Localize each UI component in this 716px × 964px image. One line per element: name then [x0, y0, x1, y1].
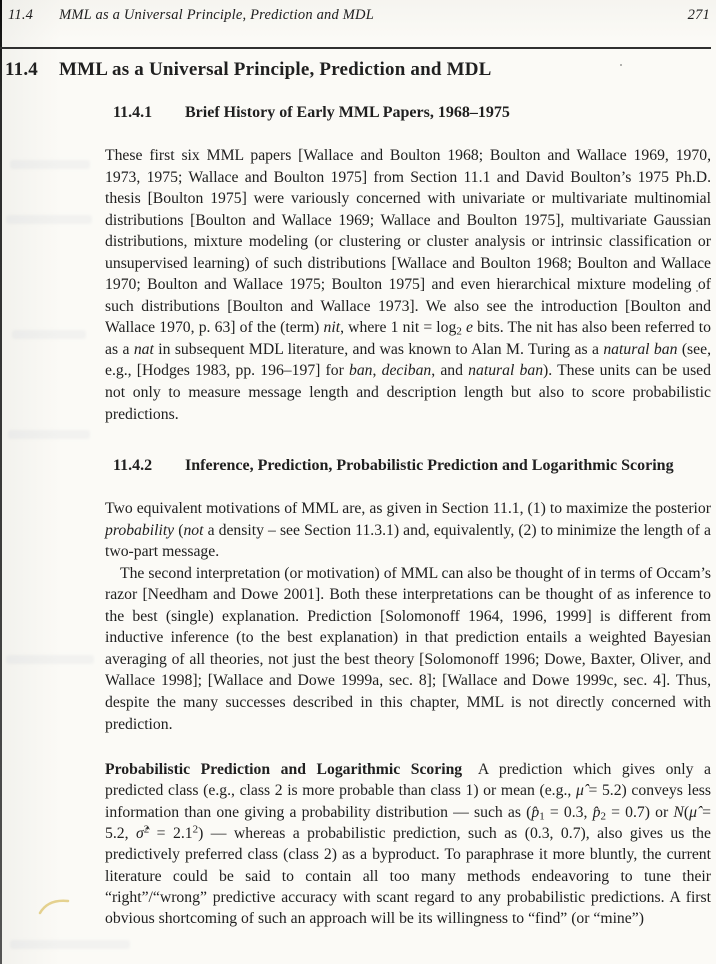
scan-edge-artifact — [0, 0, 2, 964]
subsection-heading-history — [105, 101, 711, 124]
bleed-through-artifact — [8, 430, 90, 439]
running-header-section-number: 11.4 — [8, 7, 34, 23]
paragraph-history: These first six MML papers [Wallace and Boulton 1968; Boulton and Wallace 1969, 1970, 1973, 1975; Wallace and Boulton 1975] from Section 11.1 and David Boulton’s 1975 Ph.D. thesis [Boulton 1975] were variously concerned with univariate or multivariate multinomial distributions [Boulton and Wallace 1969; Wallace and Boulton 1975], multivariate Gaussian distributions, mixture modeling (or clustering or cluster analysis or intrinsic classification or unsupervised learning) of such distributions [Wallace and Boulton 1968; Boulton and Wallace 1970; Boulton and Wallace 1975; Boulton 1975] and even hierarchical mixture modeling of such distributions [Boulton and Wallace 1973]. We also see the introduction [Boulton and Wallace 1970, p. 63] of the (term) nit, where 1 nit = $\log_2 e$ bits. The nit has also been referred to as a nat in subsequent MDL literature, and was known to Alan M. Turing as a natural ban (see, e.g., [Hodges 1983, pp. 196–197] for ban, deciban, and natural ban). These units can be used not only to measure message length and description length but also to score probabilistic predictions. — [105, 147, 712, 423]
bleed-through-artifact — [12, 330, 86, 339]
page-number: 271 — [687, 7, 710, 23]
subsection-heading-inference — [105, 454, 711, 477]
paragraph-motivations: Two equivalent motivations of MML are, as given in Section 11.1, (1) to maximize the posterior probability (not a density – see Section 11.3.1) and, equivalently, (2) to minimize the length of a two-part message. — [105, 500, 711, 561]
subsection-title: Inference, Prediction, Probabilistic Prediction and Logarithmic Scoring — [185, 457, 674, 475]
subsection-number: 11.4.1 — [113, 104, 153, 121]
subsection-title: Brief History of Early MML Papers, 1968–1975 — [185, 104, 510, 121]
bleed-through-artifact — [10, 160, 90, 169]
bleed-through-artifact — [6, 655, 94, 664]
bleed-through-artifact — [10, 940, 130, 949]
yellow-pen-mark — [38, 893, 72, 919]
running-header-title: MML as a Universal Principle, Prediction and MDL — [59, 7, 374, 23]
paragraph-probabilistic-prediction: Probabilistic Prediction and Logarithmic Scoring A prediction which gives only a predicted class (e.g., class 2 is more probable than class 1) or mean (e.g., μ̂ = 5.2) conveys less information than one giving a probability distribution — such as ($p̂_1 = 0.3$, $p̂_2 = 0.7$) or N(μ̂ = 5.2, σ̂$^2$ = $2.1^2$) — whereas a probabilistic prediction, such as (0.3, 0.7), also gives us the predictively preferred class (class 2) as a byproduct. To paraphrase it more bluntly, the current literature could be said to contain all too many methods endeavoring to tune their “right”/“wrong” predictive accuracy with scant regard to any probabilistic predictions. A first obvious shortcoming of such an approach will be its willingness to “find” (or “mine”) — [105, 761, 712, 928]
subsection-number: 11.4.2 — [113, 457, 153, 475]
section-title: MML as a Universal Principle, Prediction and MDL — [59, 59, 492, 80]
paragraph-second-interpretation: The second interpretation (or motivation) of MML can also be thought of in terms of Occam’s razor [Needham and Dowe 2001]. Both these interpretations can be thought of as inference to the best (single) explanation. Prediction [Solomonoff 1964, 1996, 1999] is different from inductive inference (to the best explanation) in that prediction entails a weighted Bayesian averaging of all theories, not just the best theory [Solomonoff 1996; Dowe, Baxter, Oliver, and Wallace 1998]; [Wallace and Dowe 1999a, sec. 8]; [Wallace and Dowe 1999c, sec. 4]. Thus, despite the many successes described in this chapter, MML is not directly concerned with prediction. — [105, 564, 711, 733]
bleed-through-artifact — [6, 215, 92, 224]
section-number: 11.4 — [5, 59, 39, 80]
page-body — [105, 0, 711, 930]
